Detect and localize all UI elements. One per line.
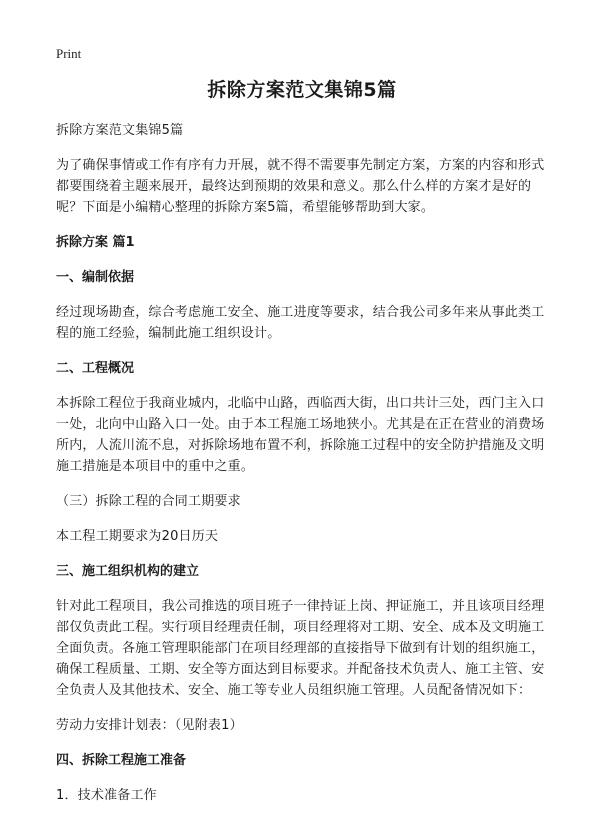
section-heading-basis: 一、编制依据: [56, 270, 135, 285]
document-content: [56, 120, 548, 806]
paragraph-schedule: 本工程工期要求为20日历天: [56, 529, 219, 544]
print-link[interactable]: Print: [56, 46, 82, 61]
section-heading-organization: 三、施工组织机构的建立: [56, 564, 200, 579]
section-heading-overview: 二、工程概况: [56, 361, 135, 376]
document-body: [56, 76, 548, 820]
paragraph-organization: 针对此工程项目，我公司推选的项目班子一律持证上岗、押证施工，并且该项目经理部仅负责此工程。实行项目经理责任制，项目经理将对工期、安全、成本及文明施工全面负责。各施工管理职能部门在项目经理部的直接指导下做到有计划的组织施工，确保工程质量、工期、安全等方面达到目标要求。并配备技术负责人、施工主管、安全负责人及其他技术、安全、施工等专业人员组织施工管理。人员配备情况如下：: [56, 599, 545, 698]
document-title: 拆除方案范文集锦5篇: [207, 79, 397, 101]
section-heading-plan-1: 拆除方案 篇1: [56, 235, 135, 250]
intro-paragraph: 为了确保事情或工作有序有力开展，就不得不需要事先制定方案，方案的内容和形式都要围绕着主题来展开，最终达到预期的效果和意义。那么什么样的方案才是好的呢？下面是小编精心整理的拆除方案5篇，希望能够帮助到大家。: [56, 158, 545, 215]
paragraph-basis: 经过现场勘查，综合考虑施工安全、施工进度等要求，结合我公司多年来从事此类工程的施工经验，编制此施工组织设计。: [56, 305, 545, 341]
intro-subtitle: 拆除方案范文集锦5篇: [56, 123, 184, 138]
paragraph-tech-prep: 1．技术准备工作: [56, 788, 157, 803]
paragraph-overview: 本拆除工程位于我商业城内，北临中山路，西临西大街，出口共计三处，西门主入口一处，北向中山路入口一处。由于本工程施工场地狭小。尤其是在正在营业的消费场所内，人流川流不息，对拆除场地布置不利，拆除施工过程中的安全防护措施及文明施工措施是本项目中的重中之重。: [56, 396, 545, 474]
paragraph-labor-plan: 劳动力安排计划表：（见附表1）: [56, 718, 243, 733]
paragraph-schedule-heading: （三）拆除工程的合同工期要求: [56, 494, 241, 509]
section-heading-preparation: 四、拆除工程施工准备: [56, 753, 187, 768]
